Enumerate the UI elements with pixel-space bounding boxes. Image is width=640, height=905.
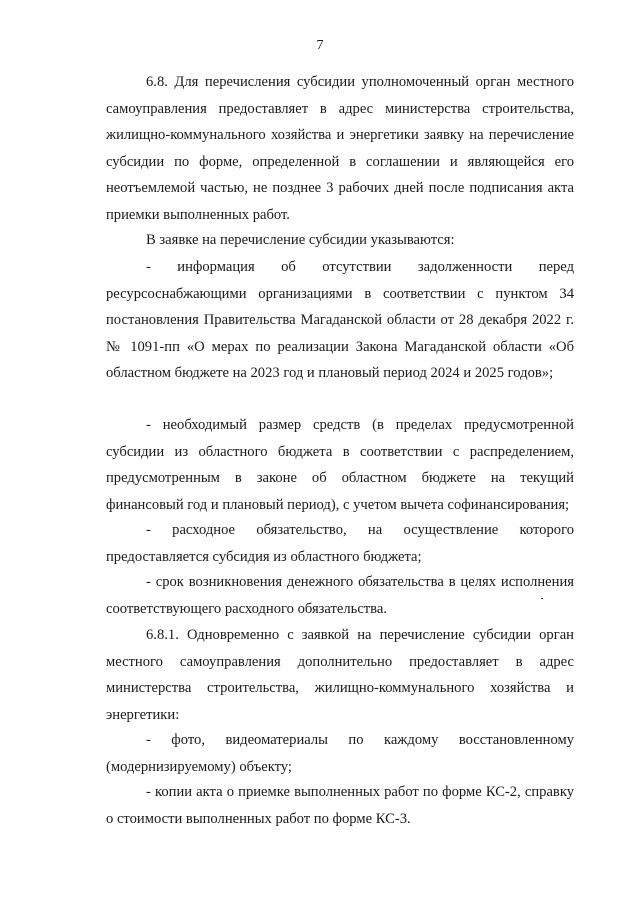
list-item-ks-copies: - копии акта о приемке выполненных работ по форме КС-2, справку о стоимости выполненных работ по форме КС-3. <box>106 784 574 827</box>
list-item-photo-video: - фото, видеоматериалы по каждому восстановленному (модернизируемому) объекту; <box>106 732 574 775</box>
paragraph-application-contents: В заявке на перечисление субсидии указываются: <box>146 232 455 248</box>
list-item-expense-obligation: - расходное обязательство, на осуществление которого предоставляется субсидия из областного бюджета; <box>106 522 574 565</box>
page-number: 7 <box>316 38 324 53</box>
scan-mark <box>541 598 543 599</box>
list-item-obligation-term: - срок возникновения денежного обязательства в целях исполнения соответствующего расходного обязательства. <box>106 574 574 617</box>
paragraph-6-8-1: 6.8.1. Одновременно с заявкой на перечисление субсидии орган местного самоуправления дополнительно предоставляет в адрес министерства строительства, жилищно-коммунального хозяйства и энергетики: <box>106 627 574 723</box>
paragraph-6-8: 6.8. Для перечисления субсидии уполномоченный орган местного самоуправления предоставляет в адрес министерства строительства, жилищно-коммунального хозяйства и энергетики заявку на перечисление субсидии по форме, определенной в соглашении и являющейся его неотъемлемой частью, не позднее 3 рабочих дней после подписания акта приемки выполненных работ. <box>106 74 574 223</box>
list-item-required-amount: - необходимый размер средств (в пределах предусмотренной субсидии из областного бюджета в соответствии с распределением, предусмотренным в законе об областном бюджете на текущий финансовый год и плановый период), с учетом вычета софинансирования; <box>106 417 574 513</box>
list-item-debt-info: - информация об отсутствии задолженности перед ресурсоснабжающими организациями в соответствии с пунктом 34 постановления Правительства Магаданской области от 28 декабря 2022 г. № 1091-пп «О мерах по реализации Закона Магаданской области «Об областном бюджете на 2023 год и плановый период 2024 и 2025 годов»; <box>106 259 574 381</box>
